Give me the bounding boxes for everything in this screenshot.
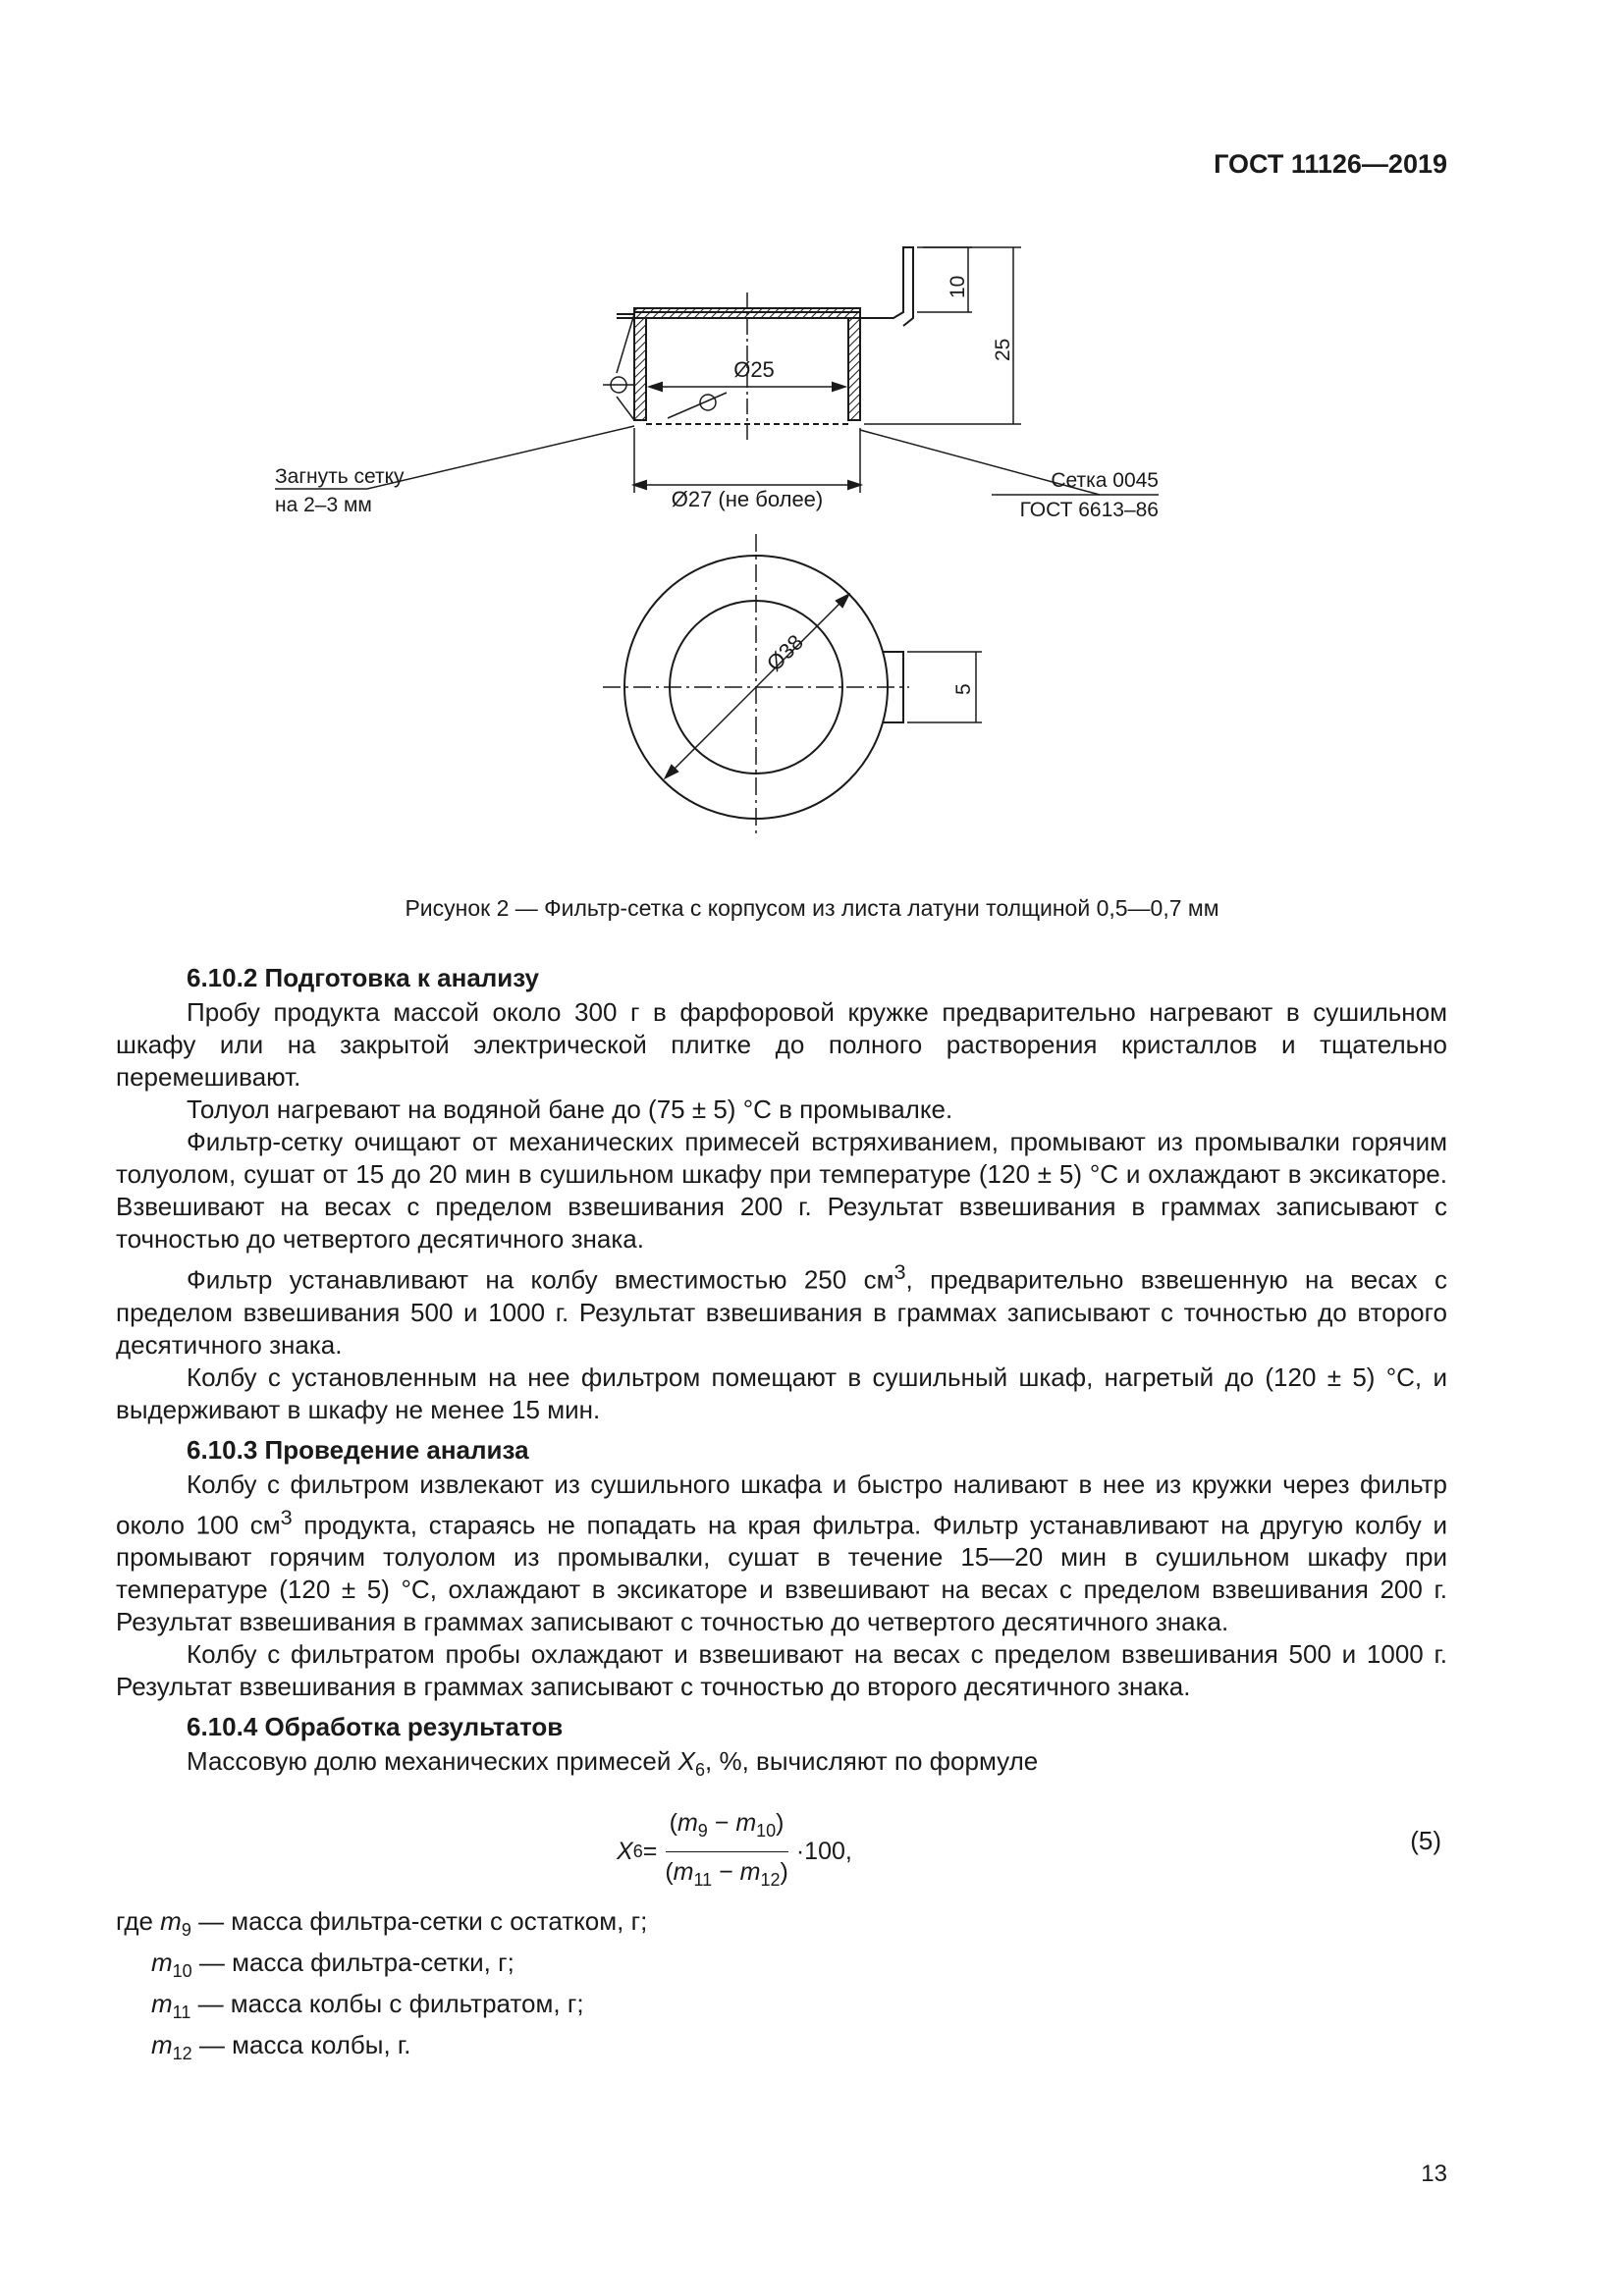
section-title-analysis: 6.10.3 Проведение анализа: [187, 1434, 529, 1465]
label-bend-1: Загнуть сетку: [275, 465, 405, 488]
technical-drawing: [275, 236, 1178, 864]
paragraph: Колбу с фильтром извлекают из сушильного шкафа и быстро наливают в нее из кружки через фильтр около 100 $см^3$ продукта, стараясь не попадать на края фильтра. Фильтр устанавливают на другую колбу и промывают горячим толуолом из промывалки, сушат в течение 15—20 мин в сушильном шкафу при температуре (120 ± 5) °С, охлаждают в эксикаторе и взвешивают на весах с пределом взвешивания 200 г. Результат взвешивания в граммах записывают с точностью до четвертого десятичного знака.: [116, 1468, 1448, 1637]
dim-outer-diameter: Ø27 (не более): [671, 487, 824, 511]
body-text: [116, 954, 1447, 2070]
dim-ring-diameter: Ø38: [761, 629, 808, 676]
dim-height-top: 10: [947, 275, 969, 298]
dim-inner-diameter: Ø25: [733, 357, 775, 382]
paragraph: Фильтр-сетку очищают от механических примесей встряхиванием, промывают из промывалки горячим толуолом, сушат от 15 до 20 мин в сушильном шкафу при температуре (120 ± 5) °С и охлаждают в эксикаторе. Взвешивают на весах с пределом взвешивания 200 г. Результат взвешивания в граммах записывают с точностью до четвертого десятичного знака.: [116, 1127, 1447, 1254]
top-view: [603, 534, 982, 836]
where-line: $m_{10}$ — масса фильтра-сетки, г;: [151, 1947, 514, 1981]
label-bend-2: на 2–3 мм: [275, 494, 372, 516]
section-title-results: 6.10.4 Обработка результатов: [187, 1712, 564, 1742]
formula-5: X 6 = $\frac{(m_9 - m_{10})}{(m_{11} - m_{12})}$ ·100, (5): [617, 1808, 1441, 1890]
paragraph: Колбу с установленным на нее фильтром помещают в сушильный шкаф, нагретый до (120 ± 5) °С, и выдерживают в шкафу не менее 15 мин.: [116, 1362, 1447, 1424]
figure-caption: Рисунок 2 — Фильтр-сетка с корпусом из листа латуни толщиной 0,5—0,7 мм: [405, 895, 1219, 921]
paragraph: Пробу продукта массой около 300 г в фарфоровой кружке предварительно нагревают в сушильном шкафу или на закрытой электрической плитке до полного растворения кристаллов и тщательно перемешивают.: [116, 997, 1447, 1092]
figure-filter-drawing: [275, 236, 1178, 864]
document-header: ГОСТ 11126—2019: [1214, 149, 1447, 179]
paragraph: Колбу с фильтратом пробы охлаждают и взвешивают на весах с пределом взвешивания 500 и 1000 г. Результат взвешивания в граммах записывают с точностью до второго десятичного знака.: [116, 1639, 1447, 1702]
paragraph: Массовую долю механических примесей $X_6$, %, вычисляют по формуле: [187, 1746, 1039, 1781]
dim-tab-width: 5: [952, 683, 975, 695]
where-line: где $m_9$ — масса фильтра-сетки с остатком, г;: [116, 1905, 648, 1940]
side-view: [275, 247, 1159, 495]
dim-height-total: 25: [992, 338, 1014, 361]
label-mesh-2: ГОСТ 6613–86: [1019, 499, 1159, 521]
page-number: 13: [1421, 2161, 1447, 2187]
where-line: $m_{11}$ — масса колбы с фильтратом, г;: [151, 1988, 584, 2023]
paragraph: Фильтр устанавливают на колбу вместимостью 250 $см^3$, предварительно взвешенную на весах с пределом взвешивания 500 и 1000 г. Результат взвешивания в граммах записывают с точностью до второго десятичного знака.: [116, 1259, 1448, 1360]
paragraph: Толуол нагревают на водяной бане до (75 ± 5) °С в промывалке.: [187, 1095, 953, 1124]
section-title-preparation: 6.10.2 Подготовка к анализу: [187, 963, 540, 992]
label-mesh-1: Сетка 0045: [1051, 469, 1159, 492]
where-line: $m_{12}$ — масса колбы, г.: [151, 2030, 411, 2064]
formula-number: (5): [1410, 1825, 1441, 1855]
